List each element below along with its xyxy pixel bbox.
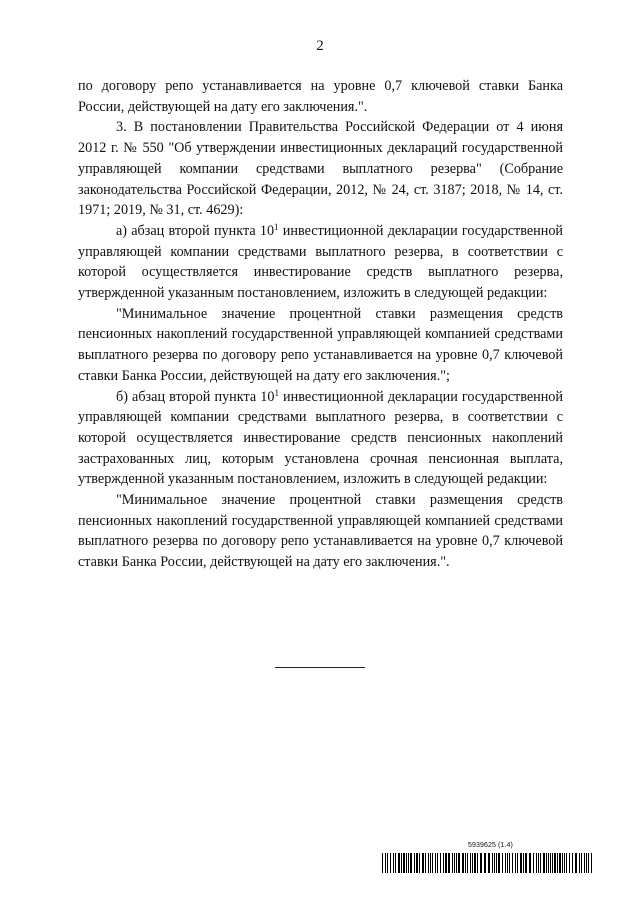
page-number: 2	[316, 38, 324, 54]
superscript-index: 1	[274, 221, 279, 232]
subitem-a-text-start: а) абзац второй пункта 10	[116, 222, 275, 239]
subitem-a-text-end: инвестиционной декларации государственной управляющей компании средствами выплатного резерва, в соответствии с которой осуществляется инвестирование средств выплатного резерва, утвержденной указанным постановлением, изложить в следующей редакции:	[78, 222, 564, 302]
paragraph-subitem-b	[78, 387, 563, 491]
subitem-b-text-end: инвестиционной декларации государственной управляющей компании средствами выплатного резерва, в соответствии с которой осуществляется инвестирование средств пенсионных накоплений застрахованных лиц, которым установлена срочная пенсионная выплата, утвержденной указанным постановлением, изложить в следующей редакции:	[78, 388, 563, 488]
barcode-image	[382, 853, 592, 873]
document-body	[78, 76, 563, 573]
paragraph-item-3: 3. В постановлении Правительства Российской Федерации от 4 июня 2012 г. № 550 "Об утверждении инвестиционных деклараций государственной управляющей компании средствами выплатного резерва" (Собрание законодательства Российской Федерации, 2012, № 24, ст. 3187; 2018, № 14, ст. 1971; 2019, № 31, ст. 4629):	[78, 119, 563, 219]
paragraph-subitem-a	[78, 221, 563, 304]
paragraph-continuation: по договору репо устанавливается на уровне 0,7 ключевой ставки Банка России, действующей на дату его заключения.".	[78, 78, 563, 115]
end-separator-line	[275, 667, 365, 668]
superscript-index: 1	[274, 387, 279, 398]
subitem-b-text-start: б) абзац второй пункта 10	[116, 388, 275, 405]
quoted-amendment-b: "Минимальное значение процентной ставки размещения средств пенсионных накоплений государственной управляющей компанией средствами выплатного резерва по договору репо устанавливается на уровне 0,7 ключевой ставки Банка России, действующей на дату его заключения.".	[78, 492, 563, 571]
document-code: 5939625 (1.4)	[468, 842, 513, 849]
quoted-amendment-a: "Минимальное значение процентной ставки размещения средств пенсионных накоплений государственной управляющей компанией средствами выплатного резерва по договору репо устанавливается на уровне 0,7 ключевой ставки Банка России, действующей на дату его заключения.";	[78, 305, 563, 384]
